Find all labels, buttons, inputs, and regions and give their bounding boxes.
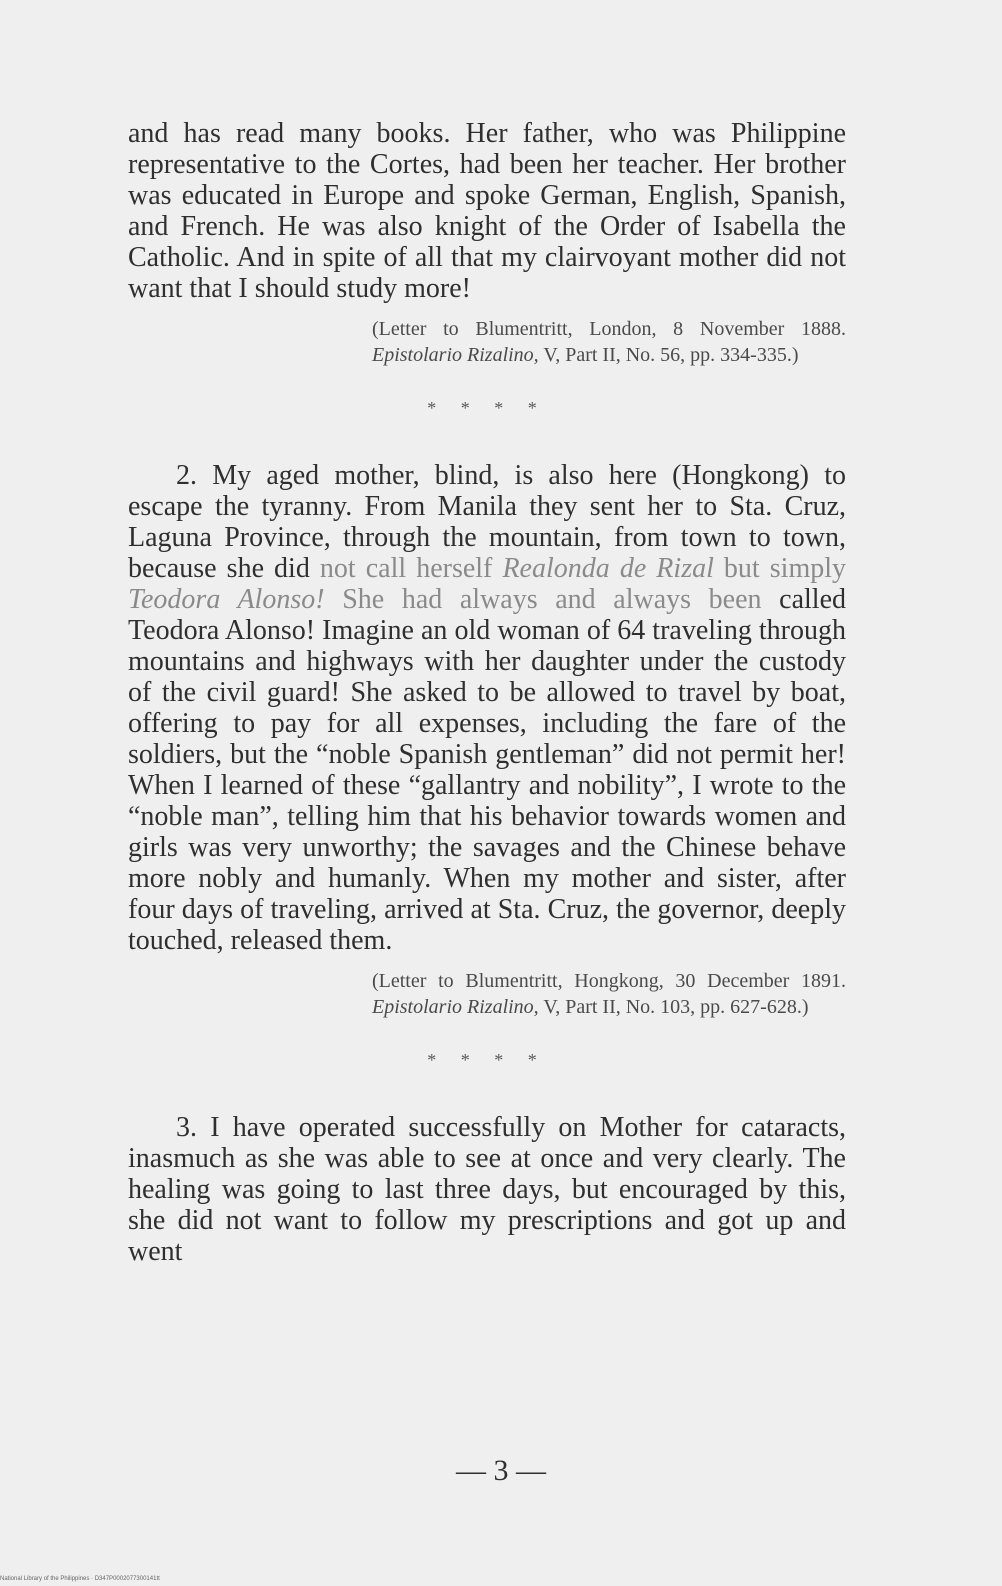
citation-1-before: (Letter to Blumentritt, London, 8 November 1888. [372, 318, 846, 340]
separator-1: * * * * [427, 398, 547, 418]
paragraph-2-rest: called Teodora Alonso! Imagine an old woman of 64 traveling through mountains and highways with her daughter under the custody of the civil guard! She asked to be allowed to travel by boat, offering to pay for all expenses, including the fare of the soldiers, but the “noble Spanish gentleman” did not permit her! When I learned of these “gallantry and nobility”, I wrote to the “noble man”, telling him that his behavior towards women and girls was very unworthy; the savages and the Chinese behave more nobly and humanly. When my mother and sister, after four days of traveling, arrived at Sta. Cruz, the governor, deeply touched, released them. [128, 584, 846, 956]
separator-2: * * * * [427, 1050, 547, 1070]
page-number: — 3 — [456, 1454, 546, 1487]
paragraph-2-faded-italic-1: Realonda de Rizal [502, 553, 714, 584]
paragraph-2-faded-1: not call herself [319, 553, 503, 584]
paragraph-2-faded-3: She had always and always been [324, 584, 762, 615]
citation-1-after: V, Part II, No. 56, pp. 334-335.) [538, 344, 799, 366]
paragraph-1: and has read many books. Her father, who was Philippine representative to the Cortes, had been her teacher. Her brother was educated in Europe and spoke German, English, Spanish, and French. He was also knight of the Order of Isabella the Catholic. And in spite of all that my clairvoyant mother did not want that I should study more! [128, 118, 846, 304]
paragraph-3: 3. I have operated successfully on Mother for cataracts, inasmuch as she was able to see at once and very clearly. The healing was going to last three days, but encouraged by this, she did not want to follow my prescriptions and got up and went [128, 1112, 846, 1267]
citation-2-before: (Letter to Blumentritt, Hongkong, 30 December 1891. [372, 970, 846, 992]
citation-1-italic: Epistolario Rizalino, [372, 344, 539, 366]
citation-1 [372, 316, 846, 368]
document-content [128, 118, 846, 1267]
citation-2-italic: Epistolario Rizalino, [372, 996, 539, 1018]
paragraph-2-intro: 2. My aged mother, blind, is also here (Hongkong) to escape the tyranny. From Manila they sent her to Sta. Cruz, Laguna Province, through the mountain, from town to town, because she did [128, 460, 846, 584]
citation-2 [372, 968, 846, 1020]
citation-2-after: V, Part II, No. 103, pp. 627-628.) [538, 996, 809, 1018]
paragraph-2 [128, 460, 846, 956]
footer-note: National Library of the Philippines · D347P0002077300141tt [0, 1576, 160, 1582]
paragraph-2-faded-2: but simply [713, 553, 847, 584]
paragraph-2-faded-italic-2: Teodora Alonso! [128, 584, 325, 615]
